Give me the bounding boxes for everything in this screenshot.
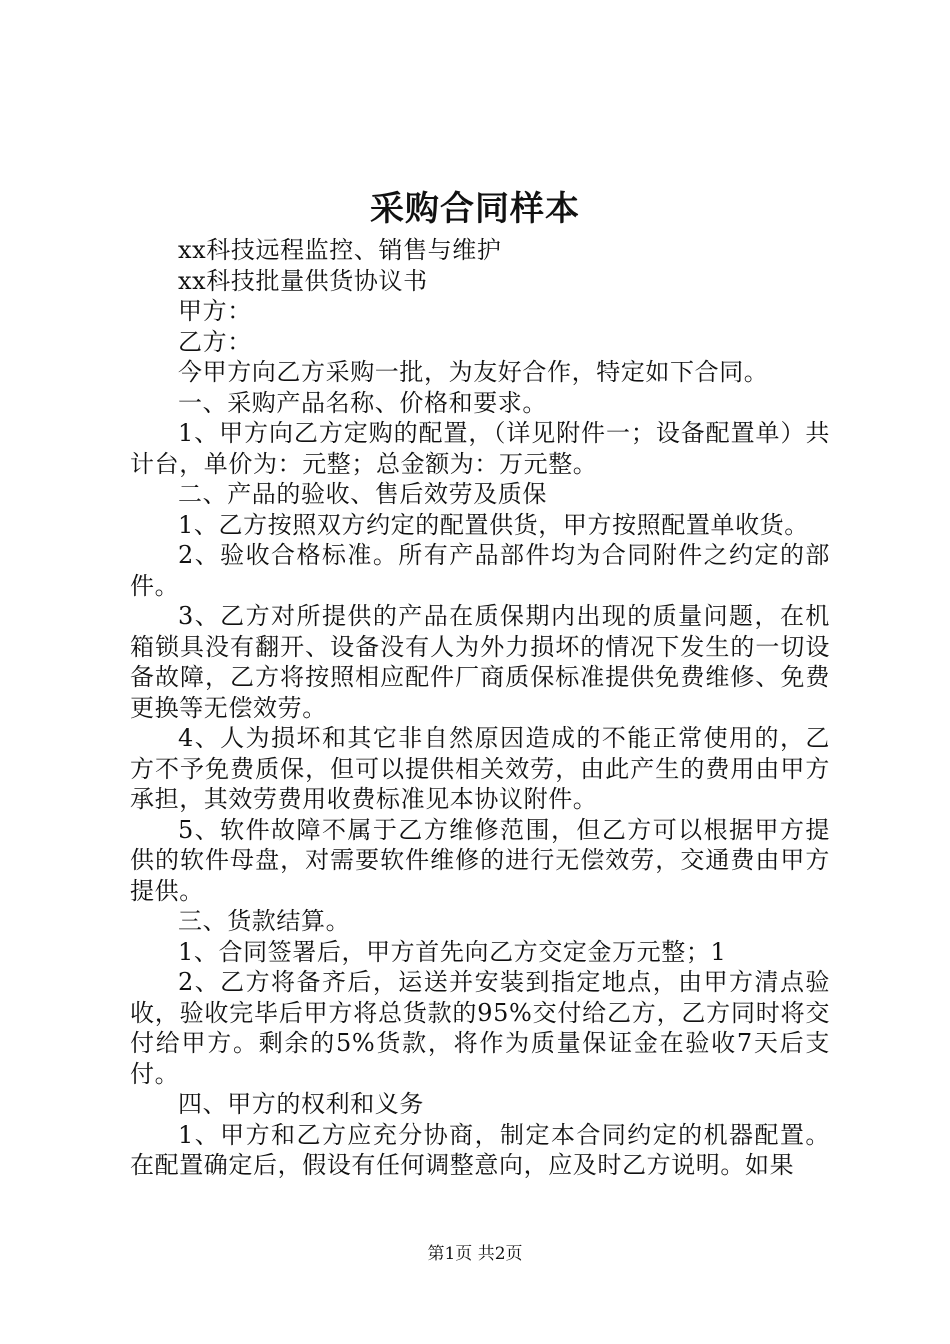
- paragraph: 一、采购产品名称、价格和要求。: [178, 388, 547, 417]
- paragraph: 5、软件故障不属于乙方维修范围，但乙方可以根据甲方提供的软件母盘，对需要软件维修的进行无偿效劳，交通费由甲方提供。: [130, 815, 830, 905]
- document-body: [130, 235, 830, 1181]
- paragraph: 今甲方向乙方采购一批，为友好合作，特定如下合同。: [178, 358, 769, 386]
- paragraph: xx科技远程监控、销售与维护: [178, 236, 502, 264]
- paragraph: xx科技批量供货协议书: [178, 266, 428, 295]
- paragraph: 四、甲方的权利和义务: [178, 1090, 424, 1118]
- document-title: 采购合同样本: [370, 189, 580, 229]
- paragraph: 1、甲方向乙方定购的配置，（详见附件一；设备配置单）共计台，单价为：元整；总金额为：万元整。: [130, 419, 830, 478]
- paragraph: 4、人为损坏和其它非自然原因造成的不能正常使用的，乙方不予免费质保，但可以提供相关效劳，由此产生的费用由甲方承担，其效劳费用收费标准见本协议附件。: [130, 724, 830, 813]
- paragraph: 1、乙方按照双方约定的配置供货，甲方按照配置单收货。: [178, 510, 809, 539]
- paragraph: 2、验收合格标准。所有产品部件均为合同附件之约定的部件。: [130, 541, 830, 600]
- paragraph: 1、合同签署后，甲方首先向乙方交定金万元整；1: [178, 937, 727, 966]
- paragraph: 2、乙方将备齐后，运送并安装到指定地点，由甲方清点验收，验收完毕后甲方将总货款的95%交付给乙方，乙方同时将交付给甲方。剩余的5%货款，将作为质量保证金在验收7天后支付。: [130, 968, 830, 1088]
- paragraph: 甲方：: [178, 297, 252, 325]
- page-footer: 第1页 共2页: [427, 1244, 523, 1264]
- paragraph: 3、乙方对所提供的产品在质保期内出现的质量问题，在机箱锁具没有翻开、设备没有人为外力损坏的情况下发生的一切设备故障，乙方将按照相应配件厂商质保标准提供免费维修、免费更换等无偿效劳。: [130, 602, 830, 722]
- paragraph: 1、甲方和乙方应充分协商，制定本合同约定的机器配置。在配置确定后，假设有任何调整意向，应及时乙方说明。如果: [130, 1120, 830, 1179]
- paragraph: 乙方：: [178, 327, 252, 356]
- paragraph: 三、货款结算。: [178, 907, 351, 935]
- paragraph: 二、产品的验收、售后效劳及质保: [178, 480, 547, 508]
